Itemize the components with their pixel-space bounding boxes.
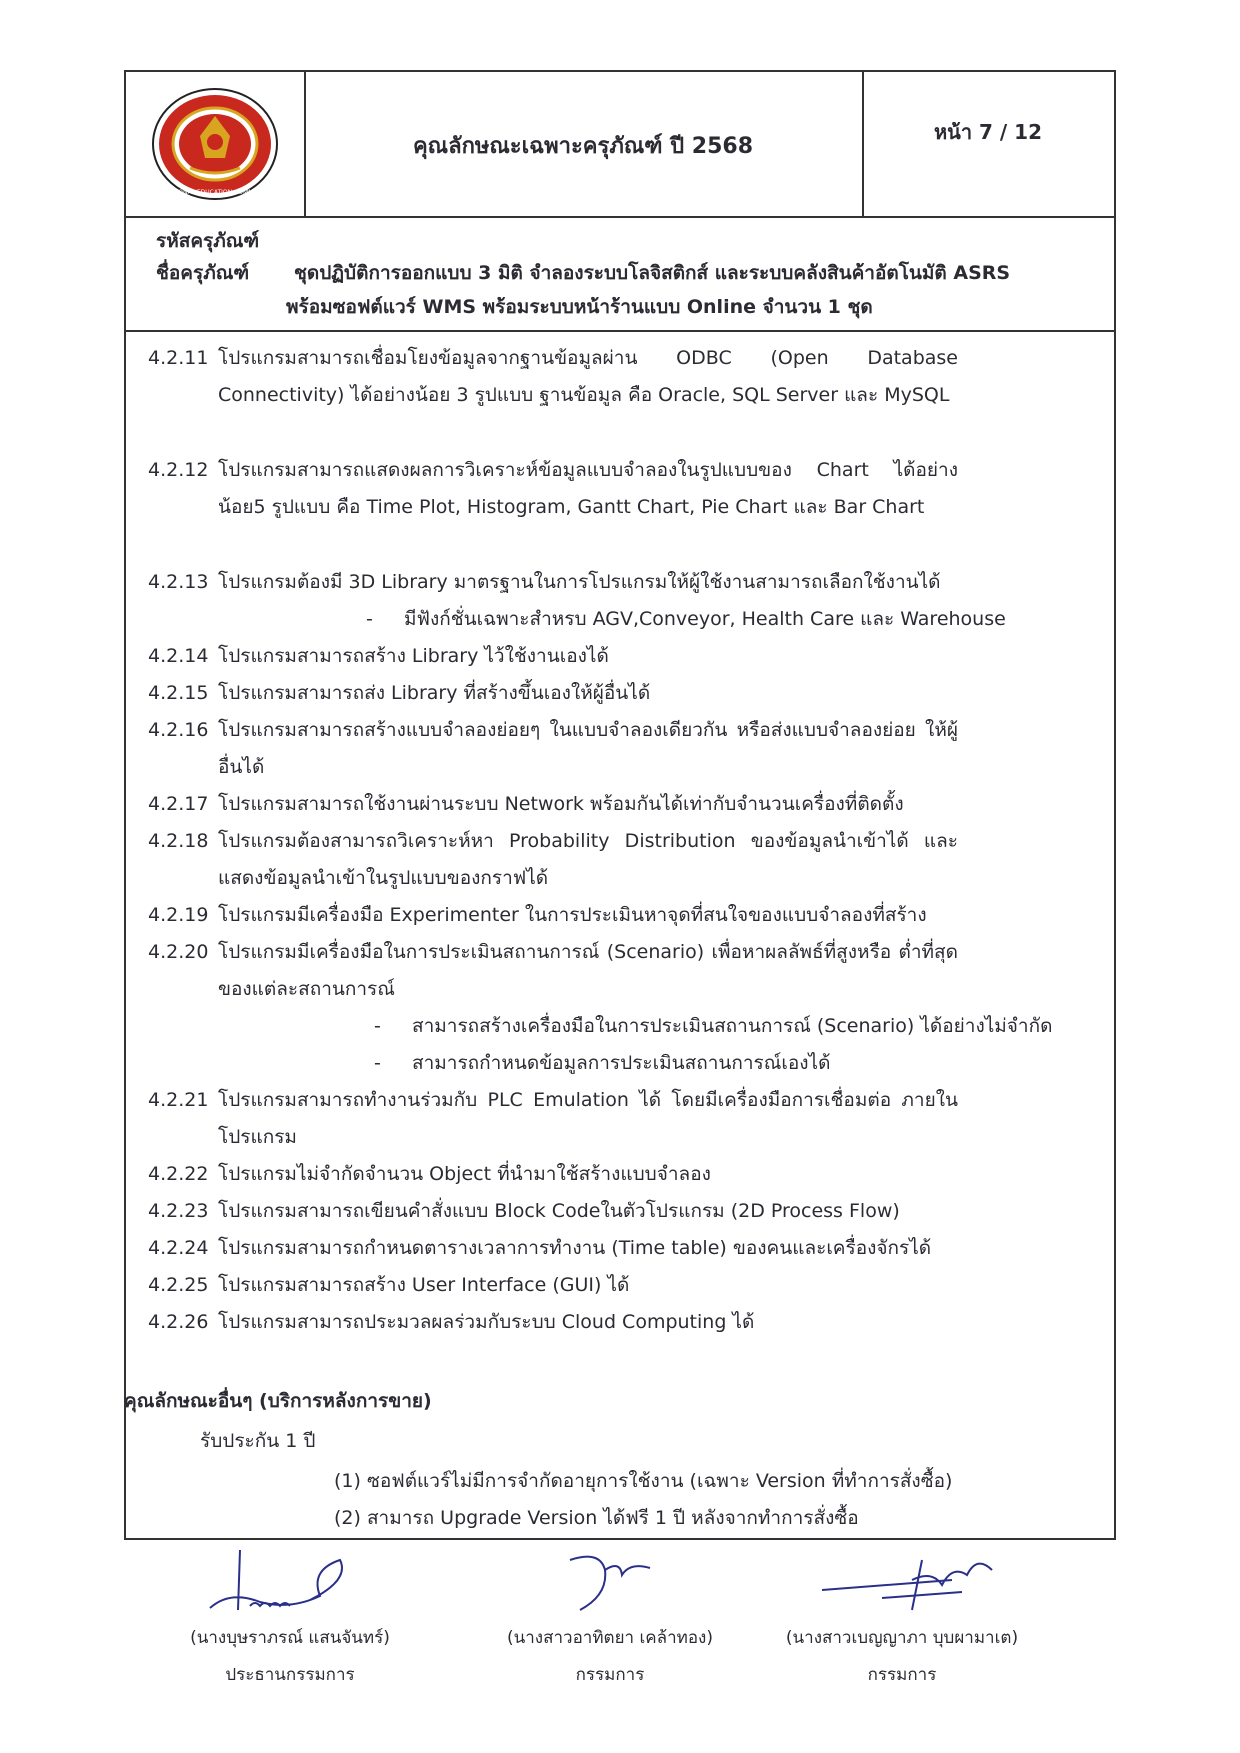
spec-text: โปรแกรมสามารถกำหนดตารางเวลาการทำงาน (Time table) ของคนและเครื่องจักรได้: [218, 1237, 932, 1259]
signer-role: ประธานกรรมการ: [225, 1665, 355, 1685]
signature-block-chair: [150, 1540, 430, 1688]
signature-block-member-2: [762, 1540, 1042, 1688]
sub-text: มีฟังก์ชั่นเฉพาะสำหรบ AGV,Conveyor, Health Care และ Warehouse: [404, 608, 1006, 630]
spec-num: 4.2.11: [148, 347, 209, 369]
spec-num: 4.2.25: [148, 1274, 209, 1296]
warranty-line-1: (1) ซอฟต์แวร์ไม่มีการจำกัดอายุการใช้งาน (เฉพาะ Version ที่ทำการสั่งซื้อ): [334, 1470, 953, 1492]
warranty-line-2: (2) สามารถ Upgrade Version ได้ฟรี 1 ปี หลังจากทำการสั่งซื้อ: [334, 1507, 859, 1529]
title-cell: [304, 72, 864, 216]
other-features-title: คุณลักษณะอื่นๆ (บริการหลังการขาย): [124, 1390, 432, 1412]
equipment-info: [126, 218, 1114, 332]
spec-text: โปรแกรมมีเครื่องมือในการประเมินสถานการณ์ (Scenario) เพื่อหาผลลัพธ์ที่สูงหรือ ต่ำที่สุดของแต่ละสถานการณ์: [218, 941, 958, 1000]
spec-num: 4.2.22: [148, 1163, 209, 1185]
equipment-name-label: ชื่อครุภัณฑ์: [156, 262, 250, 284]
spec-num: 4.2.12: [148, 459, 209, 481]
signer-name: (นางสาวอาทิตยา เคล้าทอง): [507, 1628, 713, 1648]
spec-num: 4.2.26: [148, 1311, 209, 1333]
spec-text: โปรแกรมสามารถแสดงผลการวิเคราะห์ข้อมูลแบบจำลองในรูปแบบของ Chart ได้อย่างน้อย5 รูปแบบ คือ Time Plot, Histogram, Gantt Chart, Pie Chart และ Bar Chart: [218, 459, 958, 518]
spec-text: โปรแกรมสามารถทำงานร่วมกับ PLC Emulation ได้ โดยมีเครื่องมือการเชื่อมต่อ ภายในโปรแกรม: [218, 1089, 958, 1148]
sub-text: สามารถกำหนดข้อมูลการประเมินสถานการณ์เองได้: [412, 1052, 831, 1074]
dash: -: [366, 608, 373, 630]
vocational-education-logo-icon: [150, 86, 280, 202]
signer-role: กรรมการ: [867, 1665, 937, 1685]
spec-text: โปรแกรมต้องสามารถวิเคราะห์หา Probability Distribution ของข้อมูลนำเข้าได้ และ แสดงข้อมูลนำเข้าในรูปแบบของกราฟได้: [218, 830, 958, 889]
spec-text: โปรแกรมสามารถเชื่อมโยงข้อมูลจากฐานข้อมูลผ่าน ODBC (Open Database Connectivity) ได้อย่างน้อย 3 รูปแบบ ฐานข้อมูล คือ Oracle, SQL Server และ MySQL: [218, 347, 958, 406]
dash: -: [374, 1052, 381, 1074]
spec-text: โปรแกรมต้องมี 3D Library มาตรฐานในการโปรแกรมให้ผู้ใช้งานสามารถเลือกใช้งานได้: [218, 571, 941, 593]
spec-text: โปรแกรมสามารถใช้งานผ่านระบบ Network พร้อมกันได้เท่ากับจำนวนเครื่องที่ติดตั้ง: [218, 793, 904, 815]
equipment-name-line2: พร้อมซอฟต์แวร์ WMS พร้อมระบบหน้าร้านแบบ Online จำนวน 1 ชุด: [286, 296, 873, 318]
spec-text: โปรแกรมสามารถสร้าง User Interface (GUI) ได้: [218, 1274, 630, 1296]
spec-num: 4.2.19: [148, 904, 209, 926]
spec-text: โปรแกรมสามารถสร้างแบบจำลองย่อยๆ ในแบบจำลองเดียวกัน หรือส่งแบบจำลองย่อย ให้ผู้อื่นได้: [218, 719, 958, 778]
spec-num: 4.2.23: [148, 1200, 209, 1222]
spec-num: 4.2.24: [148, 1237, 209, 1259]
signature-icon: [190, 1540, 390, 1620]
equipment-name-line1: ชุดปฏิบัติการออกแบบ 3 มิติ จำลองระบบโลจิสติกส์ และระบบคลังสินค้าอัตโนมัติ ASRS: [294, 262, 1011, 284]
signature-icon: [802, 1540, 1022, 1620]
spec-num: 4.2.18: [148, 830, 209, 852]
document-title: คุณลักษณะเฉพาะครุภัณฑ์ ปี 2568: [412, 134, 754, 159]
spec-num: 4.2.15: [148, 682, 209, 704]
logo-cell: [126, 72, 306, 216]
spec-text: โปรแกรมไม่จำกัดจำนวน Object ที่นำมาใช้สร้างแบบจำลอง: [218, 1163, 711, 1185]
spec-num: 4.2.13: [148, 571, 209, 593]
signature-block-member-1: [470, 1540, 750, 1688]
spec-text: โปรแกรมมีเครื่องมือ Experimenter ในการประเมินหาจุดที่สนใจของแบบจำลองที่สร้าง: [218, 904, 927, 926]
spec-text: โปรแกรมสามารถประมวลผลร่วมกับระบบ Cloud Computing ได้: [218, 1311, 755, 1333]
spec-text: โปรแกรมสามารถเขียนคำสั่งแบบ Block Codeในตัวโปรแกรม (2D Process Flow): [218, 1200, 900, 1222]
spec-num: 4.2.21: [148, 1089, 209, 1111]
spec-num: 4.2.17: [148, 793, 209, 815]
warranty-text: รับประกัน 1 ปี: [200, 1430, 316, 1452]
page-number: หน้า 7 / 12: [933, 120, 1043, 144]
page-cell: [862, 72, 1114, 216]
signer-role: กรรมการ: [575, 1665, 645, 1685]
signer-name: (นางสาวเบญญาภา บุบผามาเต): [785, 1628, 1019, 1648]
spec-num: 4.2.14: [148, 645, 209, 667]
spec-text: โปรแกรมสามารถสร้าง Library ไว้ใช้งานเองได้: [218, 645, 609, 667]
spec-num: 4.2.20: [148, 941, 209, 963]
signature-icon: [510, 1540, 710, 1620]
signer-name: (นางบุษราภรณ์ แสนจันทร์): [190, 1628, 390, 1648]
equipment-code-label: รหัสครุภัณฑ์: [156, 230, 260, 252]
dash: -: [374, 1015, 381, 1037]
spec-text: โปรแกรมสามารถส่ง Library ที่สร้างขึ้นเองให้ผู้อื่นได้: [218, 682, 651, 704]
spec-num: 4.2.16: [148, 719, 209, 741]
logo-ring-text: VOCATIONAL EDUCATION COMMISSION: [156, 189, 274, 196]
header: [126, 72, 1114, 218]
sub-text: สามารถสร้างเครื่องมือในการประเมินสถานการณ์ (Scenario) ได้อย่างไม่จำกัด: [412, 1015, 1053, 1037]
